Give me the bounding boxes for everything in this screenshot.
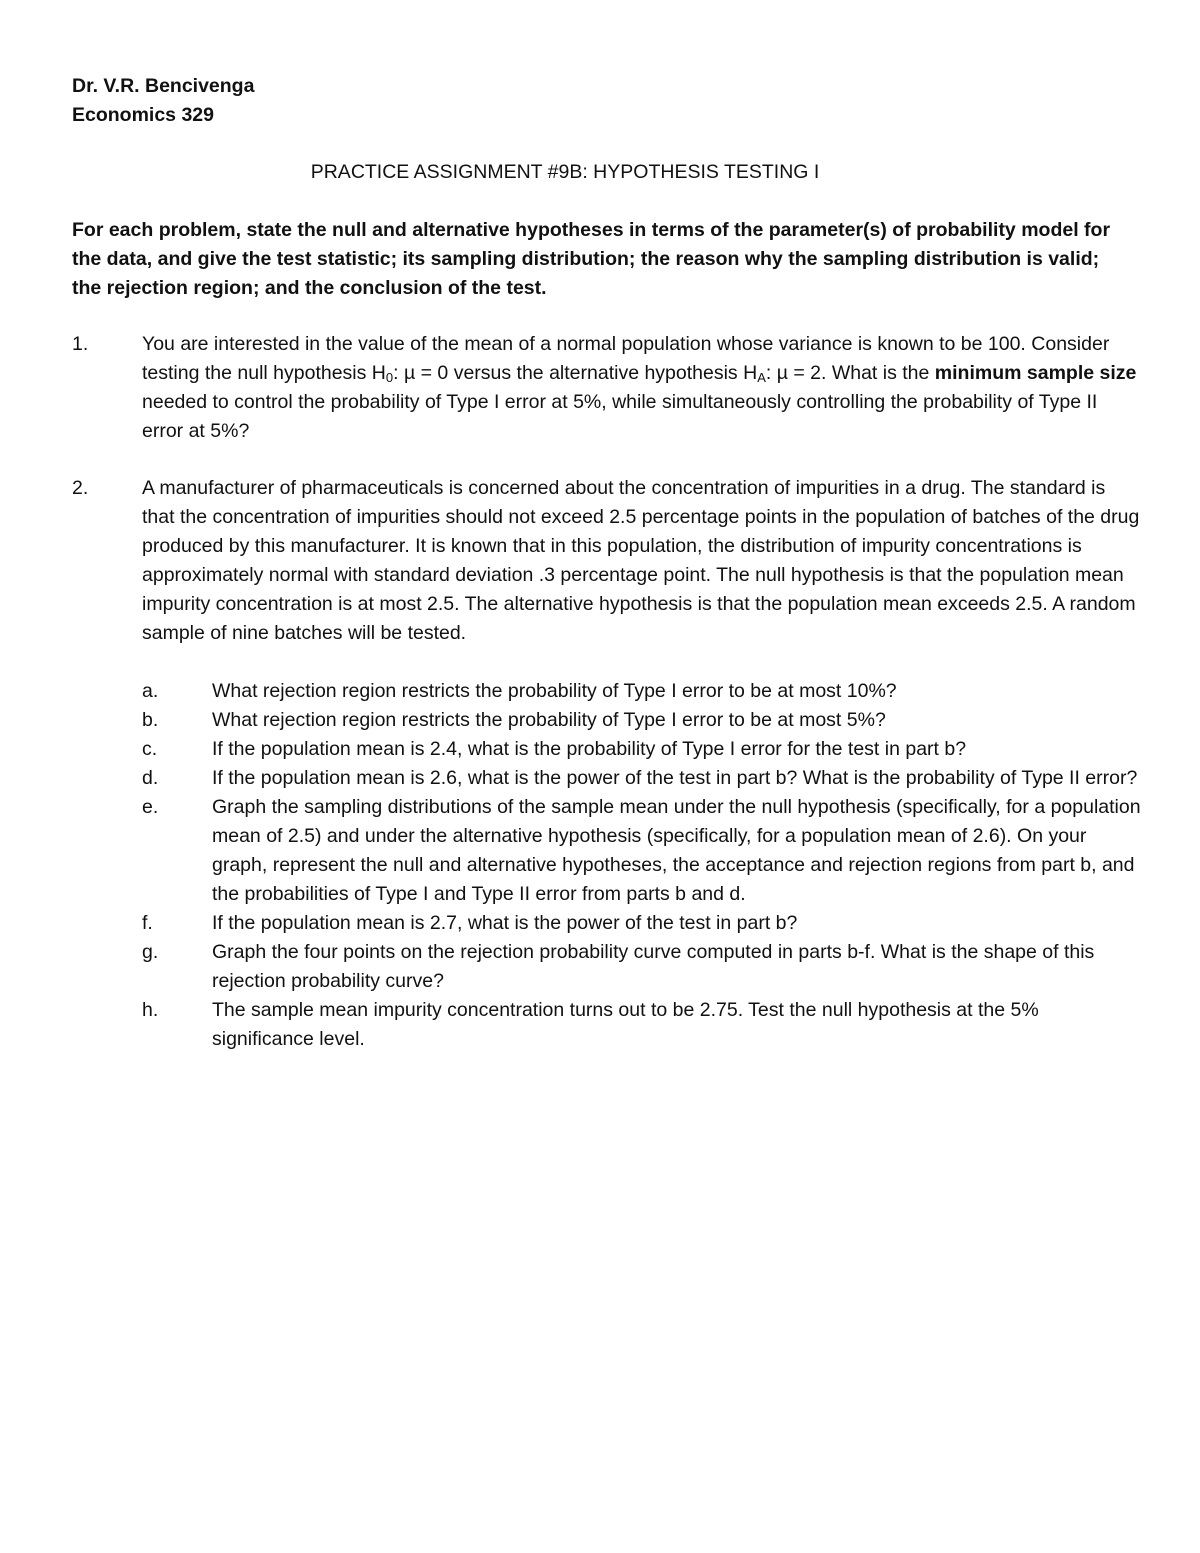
subitem-b [142,706,1142,735]
subitem-f [142,909,1142,938]
subitem-e [142,793,1142,909]
subitem-letter: c. [142,738,158,760]
subitem-text: If the population mean is 2.7, what is the power of the test in part b? [212,912,798,934]
subitem-letter: b. [142,709,159,731]
subitem-text: Graph the sampling distributions of the sample mean under the null hypothesis (specifically, for a population mean of 2.5) and under the alternative hypothesis (specifically, for a population mean of 2.6). On your graph, represent the null and alternative hypotheses, the acceptance and rejection regions from part b, and the probabilities of Type I and Type II error from parts b and d. [212,796,1141,905]
subitem-h [142,996,1142,1054]
null-hypothesis-subscript: 0 [385,370,394,385]
subitem-text: If the population mean is 2.4, what is the probability of Type I error for the test in part b? [212,738,967,760]
subitem-letter: f. [142,912,153,934]
alt-hypothesis-subscript: A [757,370,766,385]
subitem-text: If the population mean is 2.6, what is the power of the test in part b? What is the probability of Type II error? [212,767,1138,789]
problem-text-part: : µ = 0 versus the alternative hypothesis H [393,362,758,384]
subitem-list [142,677,1142,1054]
author-name: Dr. V.R. Bencivenga [72,75,255,97]
subitem-g [142,938,1142,996]
instructions: For each problem, state the null and alternative hypotheses in terms of the parameter(s) of probability model for the data, and give the test statistic; its sampling distribution; the reason why the sampling distribution is valid; the rejection region; and the conclusion of the test. [72,219,1111,299]
subitem-letter: e. [142,796,159,818]
problem-number: 1. [72,333,89,355]
problem-text-part: needed to control the probability of Type I error at 5%, while simultaneously controlling the probability of Type II error at 5%? [142,391,1098,442]
subitem-c [142,735,1142,764]
subitem-text: Graph the four points on the rejection probability curve computed in parts b-f. What is the shape of this rejection probability curve? [212,941,1095,992]
emphasized-phrase: minimum sample size [934,362,1137,384]
problem-text: A manufacturer of pharmaceuticals is concerned about the concentration of impurities in a drug. The standard is that the concentration of impurities should not exceed 2.5 percentage points in the population of batches of the drug produced by this manufacturer. It is known that in this population, the distribution of impurity concentrations is approximately normal with standard deviation .3 percentage point. The null hypothesis is that the population mean impurity concentration is at most 2.5. The alternative hypothesis is that the population mean exceeds 2.5. A random sample of nine batches will be tested. [142,477,1140,644]
course-name: Economics 329 [72,104,214,126]
subitem-letter: d. [142,767,159,789]
subitem-text: The sample mean impurity concentration turns out to be 2.75. Test the null hypothesis at the 5% significance level. [212,999,1039,1050]
problem-number: 2. [72,477,89,499]
problem-text [142,330,1142,446]
subitem-text: What rejection region restricts the probability of Type I error to be at most 5%? [212,709,886,731]
subitem-letter: a. [142,680,159,702]
problem-text-part: : µ = 2. What is the [765,362,935,384]
subitem-text: What rejection region restricts the probability of Type I error to be at most 10%? [212,680,897,702]
subitem-letter: h. [142,999,159,1021]
assignment-title: PRACTICE ASSIGNMENT #9B: HYPOTHESIS TESTING I [310,161,820,183]
subitem-letter: g. [142,941,159,963]
subitem-a [142,677,1142,706]
subitem-d [142,764,1142,793]
problem-text-part: You are interested in the value of the mean of a normal population whose variance is known to be 100. Consider testing the null hypothesis H [142,333,1110,384]
header [72,72,254,130]
